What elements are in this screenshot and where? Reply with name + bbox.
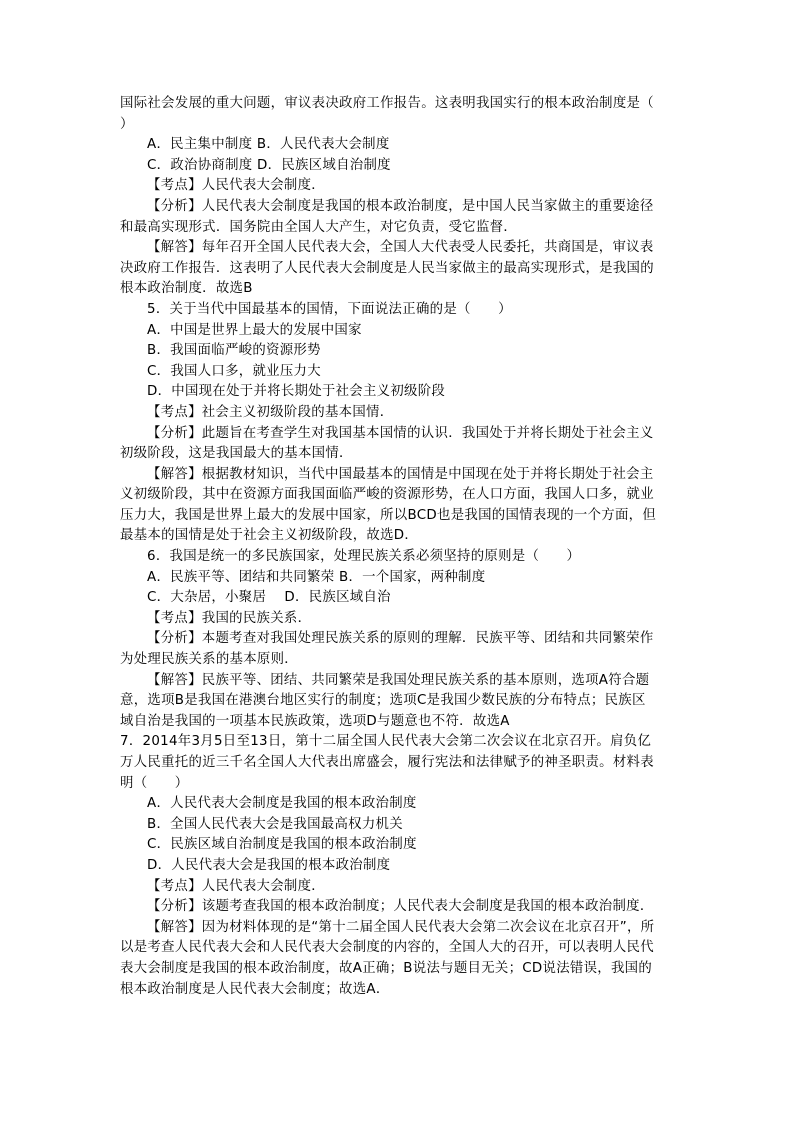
text-line: C．我国人口多，就业压力大 (147, 363, 321, 379)
text-line: 以是考查人民代表大会和人民代表大会制度的内容的，全国人大的召开，可以表明人民代 (120, 940, 654, 956)
text-line: 【分析】本题考查对我国处理民族关系的原则的理解．民族平等、团结和共同繁荣作 (147, 631, 654, 647)
text-line: 【解答】每年召开全国人民代表大会，全国人大代表受人民委托，共商国是，审议表 (147, 240, 654, 256)
text-line: 【分析】人民代表大会制度是我国的根本政治制度，是中国人民当家做主的重要途径 (147, 198, 654, 214)
text-line: 决政府工作报告．这表明了人民代表大会制度是人民当家做主的最高实现形式，是我国的 (120, 260, 654, 276)
text-line: 7．2014年3月5日至13日，第十二届全国人民代表大会第二次会议在北京召开。肩负亿 (120, 734, 652, 750)
text-line: 最基本的国情是处于社会主义初级阶段，故选D． (120, 528, 419, 544)
text-line: 【考点】我国的民族关系． (147, 610, 312, 626)
text-line: D．中国现在处于并将长期处于社会主义初级阶段 (147, 384, 446, 400)
text-line: C．政治协商制度 D．民族区域自治制度 (147, 157, 391, 173)
text-line: 根本政治制度是人民代表大会制度；故选A． (120, 981, 390, 997)
text-line: 义初级阶段，其中在资源方面我国面临严峻的资源形势，在人口方面，我国人口多，就业 (120, 487, 654, 503)
text-line: 域自治是我国的一项基本民族政策，选项D与题意也不符．故选A (120, 713, 510, 729)
text-line: 意，选项B是我国在港澳台地区实行的制度；选项C是我国少数民族的分布特点；民族区 (120, 693, 646, 709)
text-line: B．我国面临严峻的资源形势 (147, 343, 321, 359)
text-line: 【解答】因为材料体现的是“第十二届全国人民代表大会第二次会议在北京召开”，所 (147, 919, 655, 935)
text-line: 和最高实现形式．国务院由全国人大产生，对它负责，受它监督． (120, 219, 518, 235)
text-line: A．人民代表大会制度是我国的根本政治制度 (147, 796, 417, 812)
text-line: C．大杂居，小聚居 D．民族区域自治 (147, 590, 391, 606)
text-line: 初级阶段，这是我国最大的基本国情． (120, 446, 353, 462)
text-line: 表大会制度是我国的根本政治制度，故A正确；B说法与题目无关；CD说法错误，我国的 (120, 960, 653, 976)
text-line: 5．关于当代中国最基本的国情，下面说法正确的是（ ） (147, 301, 512, 317)
text-line: A．民主集中制度 B．人民代表大会制度 (147, 137, 390, 153)
text-line: 【解答】根据教材知识，当代中国最基本的国情是中国现在处于并将长期处于社会主 (147, 466, 654, 482)
text-line: 【考点】社会主义初级阶段的基本国情． (147, 404, 394, 420)
text-line: ） (120, 116, 134, 132)
text-line: 【考点】人民代表大会制度． (147, 178, 325, 194)
document-body (120, 94, 668, 1000)
text-line: A．中国是世界上最大的发展中国家 (147, 322, 362, 338)
text-line: A．民族平等、团结和共同繁荣 B．一个国家，两种制度 (147, 569, 486, 585)
text-line: 压力大，我国是世界上最大的发展中国家，所以BCD也是我国的国情表现的一个方面，但 (120, 507, 657, 523)
text-line: 万人民重托的近三千名全国人大代表出席盛会，履行宪法和法律赋予的神圣职责。材料表 (120, 755, 654, 770)
text-line: 根本政治制度．故选B (120, 281, 253, 297)
text-line: D．人民代表大会是我国的根本政治制度 (147, 857, 391, 873)
text-line: 【解答】民族平等、团结、共同繁荣是我国处理民族关系的基本原则，选项A符合题 (147, 672, 650, 688)
text-line: 为处理民族关系的基本原则． (120, 652, 298, 668)
text-line: 国际社会发展的重大问题，审议表决政府工作报告。这表明我国实行的根本政治制度是（ (120, 96, 654, 111)
text-line: 【考点】人民代表大会制度． (147, 878, 325, 894)
text-line: 【分析】此题旨在考查学生对我国基本国情的认识．我国处于并将长期处于社会主义 (147, 425, 654, 441)
text-line: 6．我国是统一的多民族国家，处理民族关系必须坚持的原则是（ ） (147, 549, 581, 565)
text-line: C．民族区域自治制度是我国的根本政治制度 (147, 837, 417, 853)
text-line: B．全国人民代表大会是我国最高权力机关 (147, 816, 403, 832)
text-line: 【分析】该题考查我国的根本政治制度；人民代表大会制度是我国的根本政治制度． (147, 899, 654, 915)
text-line: 明（ ） (120, 775, 189, 791)
